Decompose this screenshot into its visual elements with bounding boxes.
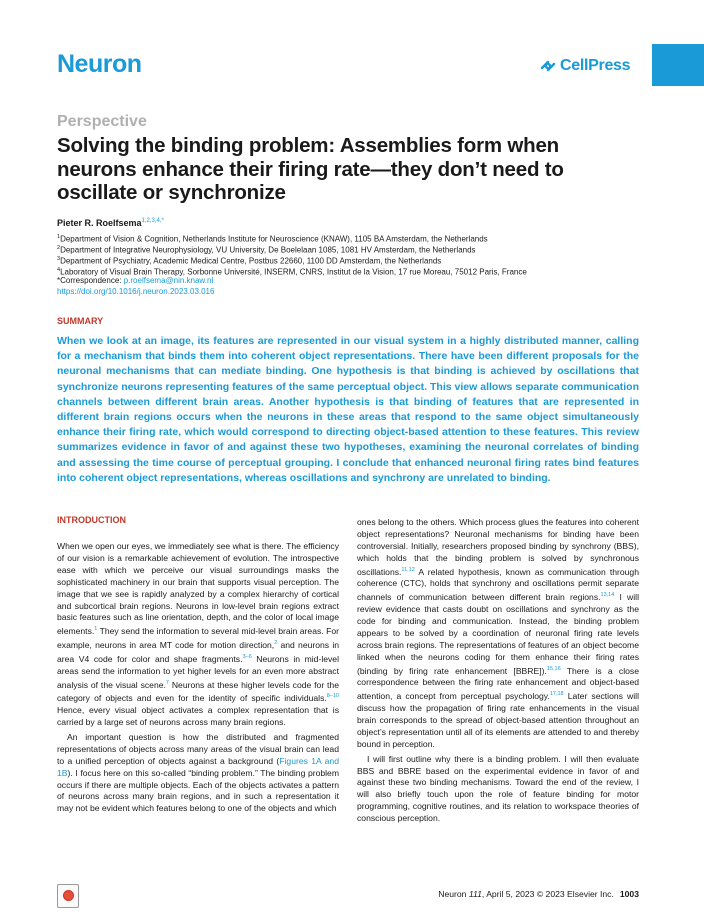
header-accent-block: [652, 44, 704, 86]
paragraph: An important question is how the distributed and fragmented representations of objects across many areas of the visual brain can lead to a unified perception of objects against a background (Figures 1A and 1B). I focus here on this so-called “binding problem.” The binding problem occurs if there are multiple objects. Each of the objects activates a pattern of neurons across many brain regions, and in such a representation it may not be evident which features belong to one of the objects and which: [57, 731, 339, 814]
figure-link[interactable]: Figures 1A and 1B: [57, 755, 339, 778]
body-column-left: [57, 541, 339, 815]
cellpress-logo-icon: [540, 59, 556, 73]
author-line: [57, 218, 164, 228]
citation[interactable]: 15,16: [546, 665, 561, 672]
author-name: Pieter R. Roelfsema: [57, 218, 142, 228]
citation[interactable]: 3–6: [242, 653, 252, 660]
paragraph: When we open our eyes, we immediately see what is there. The efficiency of our vision is a remarkable achievement of evolution. The introspective ease with which we perceive our visual surroundings masks the sophisticated machinery in our brain that supports visual perception. The image that we see is rapidly analyzed by a complex hierarchy of cortical and subcortical brain regions. Neurons in low-level brain regions extract basic features such as line orientation, depth, and the color of local image elements.$^1$ They send the information to several mid-level brain areas. For example, neurons in area MT code for motion direction,$^2$ and neurons in area V4 code for color and shape fragments.$^{3-6}$ Neurons in mid-level areas send the information to yet higher levels for an even more abstract analysis of the visual scene.$^7$ Neurons at these higher levels code for the category of objects and even for the identity of specific individuals.$^{8-10}$ Hence, every visual object activates a complex representation that is carried by a large set of neurons across many brain regions.: [57, 541, 340, 727]
journal-logo: Neuron: [57, 50, 142, 78]
paragraph: ones belong to the others. Which process glues the features into coherent object representations? Neuronal mechanisms for binding have been controversial. Initially, researchers proposed binding by synchrony (BBS), which holds that the binding problem is solved by synchronous oscillations.$^{11,12}$ A related hypothesis, known as communication through coherence (CTC), holds that synchrony and oscillations permit separate channels of communication between different brain regions.$^{13,14}$ I will review evidence that casts doubt on oscillations and synchrony as the code for binding and communication. Instead, the binding problem appears to be solved by a coordination of neuronal firing rate levels across brain regions. The representations of features of an object become linked when the neurons coding for them enhance their firing rates (binding by firing rate enhancement [BBRE]).$^{15,16}$ There is a close correspondence between the firing rate enhancement and object-based attention, a concept from perceptual psychology.$^{17,18}$ Later sections will discuss how the propagation of firing rate enhancements in the visual brain corresponds to the spread of object-based attention throughout an object’s representation until all of its elements are attended to and thereby bound in perception.: [357, 517, 639, 749]
publisher-name: CellPress: [560, 57, 631, 74]
paragraph: I will first outline why there is a binding problem. I will then evaluate BBS and BBRE based on the experimental evidence in favor of and against these two binding mechanisms. Toward the end of the review, I will also briefly touch upon the role of feature binding for motor programming, cognitive routines, and its relation to workspace theories of conscious perception.: [357, 753, 639, 824]
affiliation-4: $^4$Laboratory of Visual Brain Therapy, Sorbonne Université, INSERM, CNRS, Institut de la Vision, 17 rue Moreau, 75012 Paris, France: [57, 267, 527, 277]
citation[interactable]: 17,18: [549, 691, 564, 698]
citation[interactable]: 2: [274, 640, 278, 647]
affiliation-1: $^1$Department of Vision & Cognition, Netherlands Institute for Neuroscience (KNAW), 1105 BA Amsterdam, the Netherlands: [57, 234, 488, 244]
article-title: Solving the binding problem: Assemblies form when neurons enhance their firing rate—they don’t need to oscillate or synchronize: [57, 134, 564, 204]
publisher-logo: [540, 57, 630, 75]
volume: 111: [468, 889, 482, 899]
page-number: 1003: [619, 889, 639, 899]
affiliation-2: $^2$Department of Integrative Neurophysiology, VU University, De Boelelaan 1085, 1081 HV Amsterdam, the Netherlands: [57, 245, 476, 255]
citation[interactable]: 8–10: [326, 693, 339, 700]
citation[interactable]: 1: [94, 626, 98, 633]
introduction-heading: INTRODUCTION: [57, 515, 126, 525]
footer-citation: Neuron 111, April 5, 2023 © 2023 Elsevier Inc. 1003: [438, 889, 639, 899]
check-for-updates-badge[interactable]: [57, 884, 79, 908]
citation[interactable]: 11,12: [401, 566, 415, 573]
summary-heading: SUMMARY: [57, 316, 104, 326]
article-type: Perspective: [57, 113, 147, 130]
correspondence-email-link[interactable]: p.roelfsema@nin.knaw.nl: [123, 276, 214, 285]
doi-link[interactable]: https://doi.org/10.1016/j.neuron.2023.03.016: [57, 287, 215, 296]
author-affiliation-refs: 1,2,3,4,*: [141, 218, 164, 224]
affiliation-3: $^3$Department of Psychiatry, Academic Medical Centre, Postbus 22660, 1100 DD Amsterdam, the Netherlands: [57, 256, 442, 266]
body-column-right: [357, 517, 639, 825]
citation[interactable]: 13,14: [600, 592, 615, 599]
citation[interactable]: 7: [165, 679, 169, 686]
correspondence: *Correspondence: p.roelfsema@nin.knaw.nl: [57, 276, 214, 285]
summary-text: When we look at an image, its features are represented in our visual system in a highly distributed manner, calling for a mechanism that binds them into coherent object representations. There have been different proposals for the neuronal mechanisms that can mediate binding. One hypothesis is that binding is achieved by oscillations that synchronize neurons representing features of the same perceptual object. This view allows separate communication channels between different brain areas. Another hypothesis is that binding of features that are represented in different brain regions occurs when the neurons in these areas that respond to the same object simultaneously enhance their firing rate, which would correspond to directing object-based attention to these features. This review summarizes evidence in favor of and against these two hypotheses, examining the neuronal correlates of binding and assessing the time course of perceptual grouping. I conclude that enhanced neuronal firing rates bind features into coherent object representations, whereas oscillations and synchrony are unrelated to binding.: [57, 335, 639, 484]
check-updates-icon: [63, 890, 74, 901]
